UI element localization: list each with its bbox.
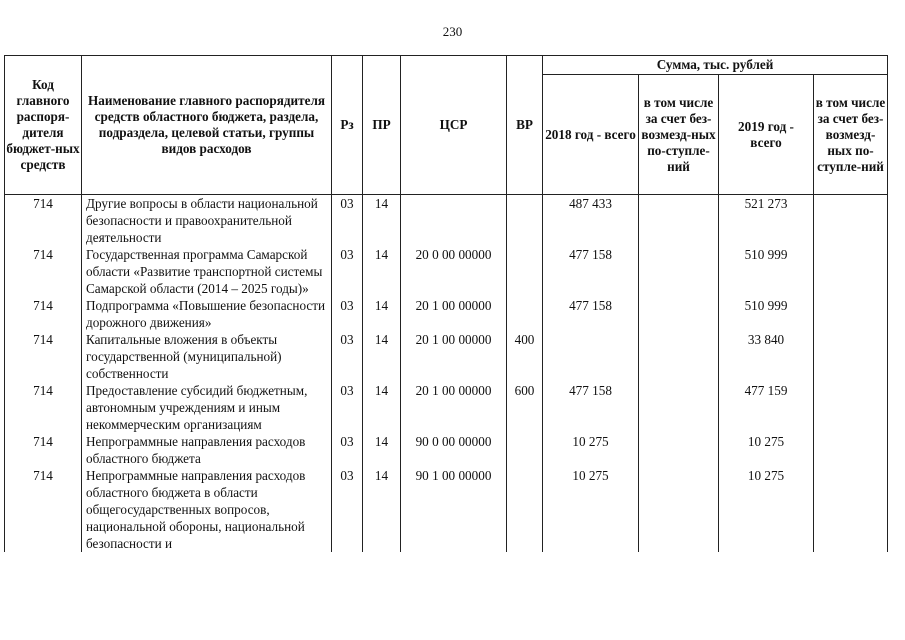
row-rz: 03 xyxy=(332,467,363,552)
row-2019-total: 521 273 xyxy=(719,195,814,247)
row-name: Предоставление субсидий бюджетным, автономным учреждениям и иным некоммерческим организациям xyxy=(82,382,332,433)
header-code: Код главного распоря-дителя бюджет-ных средств xyxy=(5,56,82,195)
row-2019-total: 10 275 xyxy=(719,467,814,552)
row-2019-total: 510 999 xyxy=(719,297,814,331)
row-vr xyxy=(507,467,543,552)
row-csr: 90 0 00 00000 xyxy=(401,433,507,467)
row-2019-free xyxy=(814,433,888,467)
table-row xyxy=(5,467,888,552)
table-row xyxy=(5,331,888,382)
row-name: Другие вопросы в области национальной безопасности и правоохранительной деятельности xyxy=(82,195,332,247)
row-pr: 14 xyxy=(363,297,401,331)
row-2019-free xyxy=(814,331,888,382)
row-rz: 03 xyxy=(332,246,363,297)
row-csr xyxy=(401,195,507,247)
page-number: 230 xyxy=(442,24,463,39)
row-2019-free xyxy=(814,195,888,247)
row-code: 714 xyxy=(5,297,82,331)
row-2018-total: 10 275 xyxy=(543,467,639,552)
row-vr: 600 xyxy=(507,382,543,433)
row-2018-free xyxy=(639,331,719,382)
row-rz: 03 xyxy=(332,382,363,433)
row-2019-total: 477 159 xyxy=(719,382,814,433)
row-rz: 03 xyxy=(332,433,363,467)
header-2018-free: в том числе за счет без-возмезд-ных по-ступле-ний xyxy=(639,75,719,195)
row-code: 714 xyxy=(5,382,82,433)
row-csr: 20 0 00 00000 xyxy=(401,246,507,297)
row-pr: 14 xyxy=(363,331,401,382)
row-vr xyxy=(507,246,543,297)
row-2018-total: 477 158 xyxy=(543,382,639,433)
row-2018-free xyxy=(639,195,719,247)
row-2019-total: 10 275 xyxy=(719,433,814,467)
header-2019-total: 2019 год - всего xyxy=(719,75,814,195)
row-2018-total: 487 433 xyxy=(543,195,639,247)
table-row xyxy=(5,195,888,247)
row-pr: 14 xyxy=(363,195,401,247)
row-name: Непрограммные направления расходов областного бюджета xyxy=(82,433,332,467)
header-vr: ВР xyxy=(507,56,543,195)
row-2018-free xyxy=(639,382,719,433)
row-2019-total: 33 840 xyxy=(719,331,814,382)
row-pr: 14 xyxy=(363,433,401,467)
row-code: 714 xyxy=(5,246,82,297)
row-vr xyxy=(507,297,543,331)
row-2018-total: 477 158 xyxy=(543,297,639,331)
row-2018-total: 10 275 xyxy=(543,433,639,467)
header-name: Наименование главного распорядителя средств областного бюджета, раздела, подраздела, целевой статьи, группы видов расходов xyxy=(82,56,332,195)
row-2018-free xyxy=(639,433,719,467)
table-row xyxy=(5,246,888,297)
row-2019-free xyxy=(814,382,888,433)
header-pr: ПР xyxy=(363,56,401,195)
table-row xyxy=(5,297,888,331)
row-vr xyxy=(507,195,543,247)
table-row xyxy=(5,382,888,433)
row-2018-total: 477 158 xyxy=(543,246,639,297)
row-code: 714 xyxy=(5,195,82,247)
row-2019-free xyxy=(814,467,888,552)
row-rz: 03 xyxy=(332,331,363,382)
row-csr: 20 1 00 00000 xyxy=(401,297,507,331)
row-vr: 400 xyxy=(507,331,543,382)
table-row xyxy=(5,433,888,467)
row-code: 714 xyxy=(5,433,82,467)
row-name: Непрограммные направления расходов областного бюджета в области общегосударственных вопросов, национальной обороны, национальной безопасности и xyxy=(82,467,332,552)
row-2018-total xyxy=(543,331,639,382)
budget-table xyxy=(4,55,888,552)
row-vr xyxy=(507,433,543,467)
header-rz: Рз xyxy=(332,56,363,195)
row-rz: 03 xyxy=(332,195,363,247)
header-csr: ЦСР xyxy=(401,56,507,195)
row-name: Государственная программа Самарской области «Развитие транспортной системы Самарской области (2014 – 2025 годы)» xyxy=(82,246,332,297)
row-2018-free xyxy=(639,467,719,552)
row-2018-free xyxy=(639,297,719,331)
header-2019-free: в том числе за счет без-возмезд-ных по-ступле-ний xyxy=(814,75,888,195)
header-2018-total: 2018 год - всего xyxy=(543,75,639,195)
row-name: Капитальные вложения в объекты государственной (муниципальной) собственности xyxy=(82,331,332,382)
row-csr: 20 1 00 00000 xyxy=(401,382,507,433)
row-2019-free xyxy=(814,297,888,331)
row-pr: 14 xyxy=(363,467,401,552)
row-code: 714 xyxy=(5,467,82,552)
row-csr: 20 1 00 00000 xyxy=(401,331,507,382)
header-sum: Сумма, тыс. рублей xyxy=(543,56,888,75)
row-code: 714 xyxy=(5,331,82,382)
row-pr: 14 xyxy=(363,246,401,297)
row-pr: 14 xyxy=(363,382,401,433)
row-rz: 03 xyxy=(332,297,363,331)
row-2019-total: 510 999 xyxy=(719,246,814,297)
row-name: Подпрограмма «Повышение безопасности дорожного движения» xyxy=(82,297,332,331)
row-2019-free xyxy=(814,246,888,297)
row-2018-free xyxy=(639,246,719,297)
row-csr: 90 1 00 00000 xyxy=(401,467,507,552)
